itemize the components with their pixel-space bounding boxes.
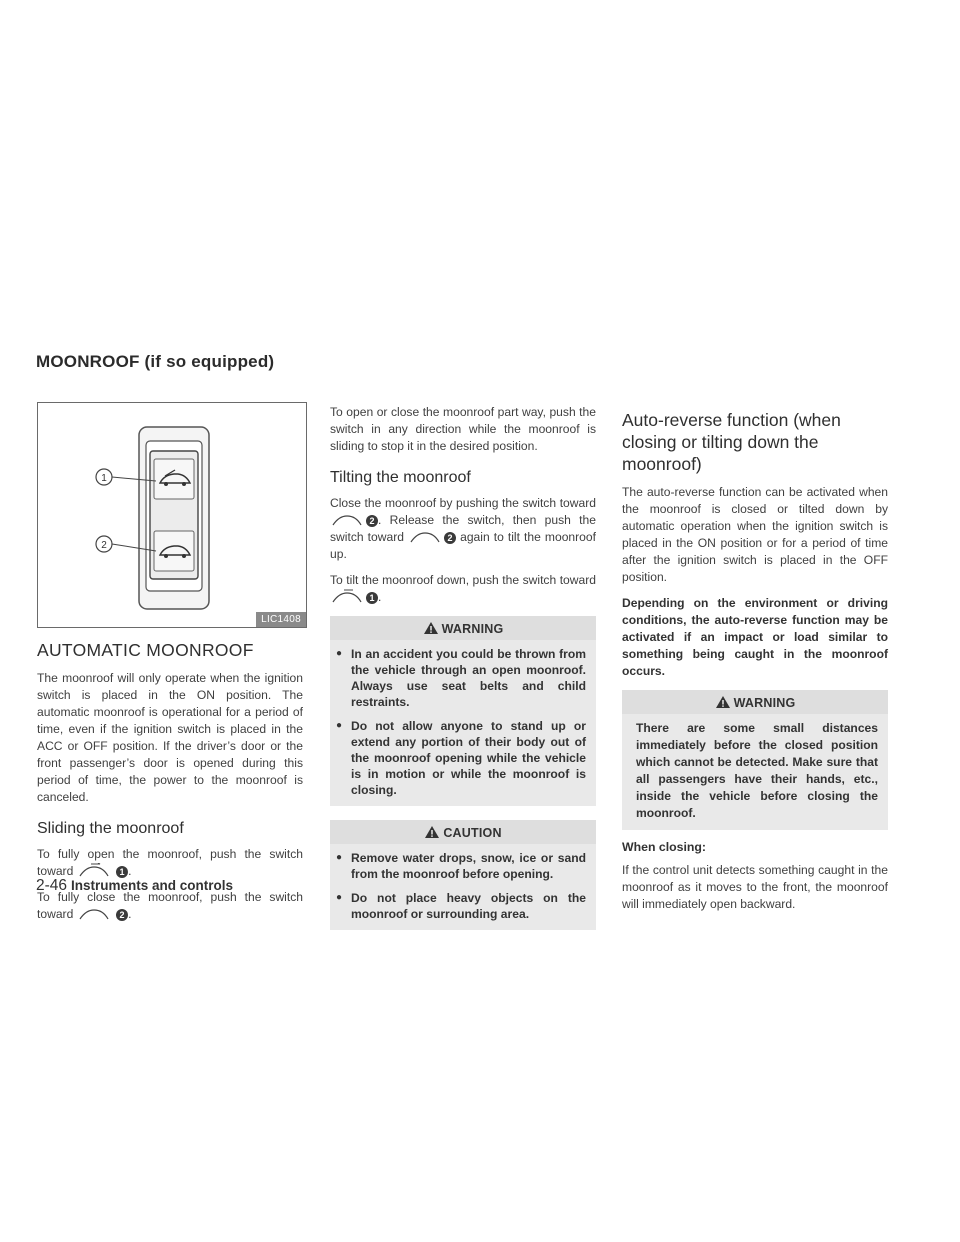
switch-close-icon xyxy=(77,906,111,920)
switch-close-icon xyxy=(408,529,442,543)
automatic-heading: AUTOMATIC MOONROOF xyxy=(37,640,254,660)
page-number: 2-46 xyxy=(36,877,68,894)
warning-icon xyxy=(423,621,439,635)
warning-header xyxy=(330,616,596,640)
warning-icon xyxy=(715,695,731,709)
switch-close-icon xyxy=(330,512,364,526)
column-3 xyxy=(622,402,888,922)
caution-item: ● Do not place heavy objects on the moonroof or surrounding area. xyxy=(336,890,586,922)
caution-icon xyxy=(424,825,440,839)
callout-1-label: 1 xyxy=(101,473,107,484)
warning-label-2: WARNING xyxy=(733,695,796,710)
callout-2-label: 2 xyxy=(101,540,107,551)
tilting-p1-c: again to tilt the moonroof up. xyxy=(330,530,596,561)
auto-reverse-body: The auto-reverse function can be activated when the moonroof is closed or tilted down by automatic operation when the ignition switch is placed in the ON position or for a period of time after the ignition switch is placed in the OFF position. xyxy=(622,484,888,584)
page-footer xyxy=(36,877,233,895)
tilting-para-1 xyxy=(330,495,596,563)
switch-open-icon xyxy=(77,863,111,877)
when-closing-heading: When closing: xyxy=(622,839,707,854)
column-2 xyxy=(330,402,596,930)
switch-open-icon xyxy=(330,589,364,603)
tilting-p1-a: Close the moonroof by pushing the switch toward xyxy=(330,496,596,510)
auto-reverse-bold: Depending on the environment or driving conditions, the auto-reverse function may be activated if an impact or load similar to something being caught in the moonroof occurs. xyxy=(622,595,888,678)
position-2-badge: 2 xyxy=(116,909,128,921)
position-2-badge: 2 xyxy=(366,515,378,527)
sliding-heading: Sliding the moonroof xyxy=(37,819,184,837)
position-2-badge: 2 xyxy=(444,532,456,544)
auto-reverse-heading: Auto-reverse function (when closing or tilting down the moonroof) xyxy=(622,410,841,474)
warning-label: WARNING xyxy=(441,622,504,636)
tilting-p2-a: To tilt the moonroof down, push the switch toward xyxy=(330,573,596,587)
tilting-p1-b: . Release the switch, then push the switch toward xyxy=(330,513,596,544)
position-1-badge: 1 xyxy=(366,592,378,604)
caution-label: CAUTION xyxy=(443,826,502,840)
when-closing-text: If the control unit detects something caught in the moonroof as it moves to the front, the moonroof will immediately open backward. xyxy=(622,862,888,911)
warning-box-2 xyxy=(622,714,888,830)
sliding-open-text: To fully open the moonroof, push the switch toward xyxy=(37,846,303,878)
warning-item: ● Do not allow anyone to stand up or extend any portion of their body out of the moonroof opening while the vehicle is in motion or while the moonroof is closing. xyxy=(336,718,586,798)
tilting-para-2: To tilt the moonroof down, push the switch toward 1 . xyxy=(330,573,596,604)
sliding-close-para: To fully close the moonroof, push the switch toward 2 . xyxy=(37,889,303,921)
figure-code: LIC1408 xyxy=(256,612,306,627)
tilting-heading: Tilting the moonroof xyxy=(330,469,471,486)
section-title: MOONROOF (if so equipped) xyxy=(36,352,275,371)
sliding-close-text: To fully close the moonroof, push the switch toward xyxy=(37,889,303,921)
warning-2-text: There are some small distances immediately before the closed position which cannot be detected. Make sure that all passengers have their hands, etc., inside the vehicle before closing the moonroof. xyxy=(636,720,878,820)
warning-box xyxy=(330,640,596,806)
chapter-title: Instruments and controls xyxy=(71,878,234,893)
automatic-body: The moonroof will only operate when the ignition switch is placed in the ON position. The automatic moonroof is operational for a period of time, even if the ignition switch is placed in the ACC or OFF position. If the driver’s door or the front passenger’s door is opened during this period of time, the power to the moonroof is canceled. xyxy=(37,670,303,804)
warning-item: ● In an accident you could be thrown from the vehicle through an open moonroof. Always use seat belts and child restraints. xyxy=(336,646,586,710)
warning-header-2 xyxy=(622,690,888,714)
column-1 xyxy=(37,402,303,932)
switch-figure xyxy=(37,402,307,628)
caution-box xyxy=(330,844,596,930)
position-1-badge: 1 xyxy=(116,866,128,878)
caution-header xyxy=(330,820,596,844)
caution-item: ● Remove water drops, snow, ice or sand from the moonroof before opening. xyxy=(336,850,586,882)
sliding-open-para: To fully open the moonroof, push the switch toward 1 . xyxy=(37,846,303,878)
moonroof-switch-illustration xyxy=(38,403,306,627)
sliding-partway: To open or close the moonroof part way, push the switch in any direction while the moonroof is sliding to stop it in the desired position. xyxy=(330,405,596,453)
